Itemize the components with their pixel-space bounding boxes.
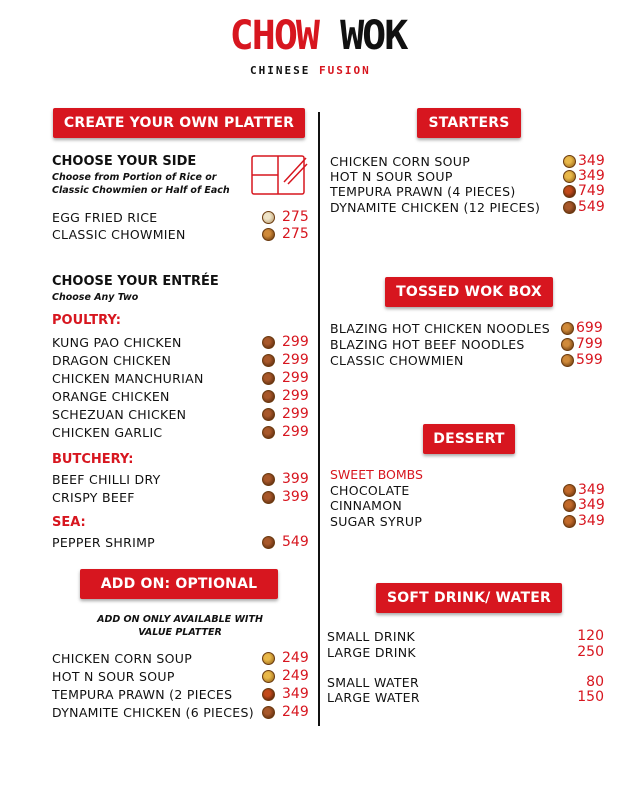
sweet-bombs-label: SWEET BOMBS xyxy=(330,467,423,482)
butchery-item xyxy=(52,490,310,508)
item-price: 275 xyxy=(282,226,309,242)
item-name: DYNAMITE CHICKEN (6 PIECES) xyxy=(52,705,254,720)
item-price: 349 xyxy=(578,497,605,513)
item-name: BEEF CHILLI DRY xyxy=(52,472,161,487)
item-price: 150 xyxy=(577,689,604,705)
item-name: BLAZING HOT CHICKEN NOODLES xyxy=(330,321,550,336)
item-name: LARGE DRINK xyxy=(327,645,416,660)
butchery-label: BUTCHERY: xyxy=(52,452,134,467)
brand-logo xyxy=(218,14,418,58)
dish-icon xyxy=(262,473,275,486)
item-price: 249 xyxy=(282,704,309,720)
item-price: 549 xyxy=(578,199,605,215)
soup-icon xyxy=(262,652,275,665)
butchery-item xyxy=(52,472,310,490)
item-price: 749 xyxy=(578,183,605,199)
item-price: 349 xyxy=(578,153,605,169)
dish-icon xyxy=(262,426,275,439)
addon-item xyxy=(52,669,310,687)
noodle-bowl-icon xyxy=(561,338,574,351)
rice-bowl-icon xyxy=(262,211,275,224)
item-price: 299 xyxy=(282,352,309,368)
item-price: 399 xyxy=(282,471,309,487)
item-name: LARGE WATER xyxy=(327,690,420,705)
dish-icon xyxy=(262,491,275,504)
item-name: KUNG PAO CHICKEN xyxy=(52,335,182,350)
noodle-bowl-icon xyxy=(561,322,574,335)
brand-name-part1: CHOW xyxy=(229,13,318,59)
soup-icon xyxy=(563,155,576,168)
item-price: 349 xyxy=(578,482,605,498)
dish-icon xyxy=(563,201,576,214)
poultry-item xyxy=(52,425,310,443)
create-platter-button[interactable]: CREATE YOUR OWN PLATTER xyxy=(53,108,305,138)
side-note xyxy=(52,171,230,197)
item-name: CHICKEN MANCHURIAN xyxy=(52,371,204,386)
prawn-icon xyxy=(262,688,275,701)
item-name: PEPPER SHRIMP xyxy=(52,535,155,550)
noodle-bowl-icon xyxy=(262,228,275,241)
dessert-button[interactable]: DESSERT xyxy=(423,424,515,454)
dish-icon xyxy=(262,408,275,421)
dish-icon xyxy=(262,706,275,719)
item-price: 250 xyxy=(577,644,604,660)
noodle-bowl-icon xyxy=(561,354,574,367)
item-name: CLASSIC CHOWMIEN xyxy=(52,227,186,242)
item-name: CLASSIC CHOWMIEN xyxy=(330,353,464,368)
item-price: 599 xyxy=(576,352,603,368)
side-note-line1: Choose from Portion of Rice or xyxy=(52,172,217,183)
soft-drink-water-button[interactable]: SOFT DRINK/ WATER xyxy=(376,583,562,613)
item-price: 249 xyxy=(282,650,309,666)
item-price: 120 xyxy=(577,628,604,644)
item-name: HOT N SOUR SOUP xyxy=(52,669,175,684)
tagline-part1: CHINESE xyxy=(250,64,319,77)
item-name: CHICKEN GARLIC xyxy=(52,425,163,440)
poultry-item xyxy=(52,353,310,371)
brand-tagline xyxy=(250,64,371,77)
entree-note: Choose Any Two xyxy=(52,292,139,303)
poultry-item xyxy=(52,335,310,353)
soup-icon xyxy=(563,170,576,183)
item-name: DYNAMITE CHICKEN (12 PIECES) xyxy=(330,200,541,215)
add-on-button[interactable]: ADD ON: OPTIONAL xyxy=(80,569,278,599)
brand-name-part2: WOK xyxy=(340,13,407,59)
starter-item xyxy=(330,200,605,218)
dessert-icon xyxy=(563,515,576,528)
side-note-line2: Classic Chowmien or Half of Each xyxy=(52,185,230,196)
dessert-item xyxy=(330,514,605,532)
poultry-item xyxy=(52,389,310,407)
item-price: 399 xyxy=(282,489,309,505)
item-price: 249 xyxy=(282,668,309,684)
side-item xyxy=(52,227,310,245)
item-name: CHICKEN CORN SOUP xyxy=(330,154,471,169)
item-name: SMALL DRINK xyxy=(327,629,416,644)
item-price: 349 xyxy=(578,513,605,529)
item-name: TEMPURA PRAWN (2 PIECES xyxy=(52,687,233,702)
side-item xyxy=(52,210,310,228)
item-price: 699 xyxy=(576,320,603,336)
addon-item xyxy=(52,705,310,723)
item-price: 299 xyxy=(282,388,309,404)
item-price: 799 xyxy=(576,336,603,352)
item-name: ORANGE CHICKEN xyxy=(52,389,170,404)
item-name: BLAZING HOT BEEF NOODLES xyxy=(330,337,525,352)
drink-item xyxy=(327,645,604,663)
addon-note-line1: ADD ON ONLY AVAILABLE WITH xyxy=(97,614,263,625)
column-divider xyxy=(318,112,320,726)
dessert-icon xyxy=(563,499,576,512)
item-name: DRAGON CHICKEN xyxy=(52,353,172,368)
dish-icon xyxy=(262,372,275,385)
sea-label: SEA: xyxy=(52,515,86,530)
item-price: 275 xyxy=(282,209,309,225)
choose-side-heading: CHOOSE YOUR SIDE xyxy=(52,154,197,169)
starters-button[interactable]: STARTERS xyxy=(417,108,521,138)
item-name: CHICKEN CORN SOUP xyxy=(52,651,193,666)
prawn-icon xyxy=(563,185,576,198)
dish-icon xyxy=(262,336,275,349)
dish-icon xyxy=(262,390,275,403)
poultry-item xyxy=(52,371,310,389)
poultry-item xyxy=(52,407,310,425)
item-name: SUGAR SYRUP xyxy=(330,514,423,529)
addon-note-line2: VALUE PLATTER xyxy=(138,627,222,638)
item-name: CRISPY BEEF xyxy=(52,490,135,505)
poultry-label: POULTRY: xyxy=(52,313,121,328)
item-name: SMALL WATER xyxy=(327,675,419,690)
item-price: 299 xyxy=(282,406,309,422)
item-name: SCHEZUAN CHICKEN xyxy=(52,407,187,422)
drink-item xyxy=(327,690,604,708)
tossed-wok-box-button[interactable]: TOSSED WOK BOX xyxy=(385,277,553,307)
item-price: 549 xyxy=(282,534,309,550)
item-price: 299 xyxy=(282,334,309,350)
addon-item xyxy=(52,687,310,705)
item-price: 349 xyxy=(578,168,605,184)
dish-icon xyxy=(262,536,275,549)
wokbox-item xyxy=(330,353,605,371)
item-price: 80 xyxy=(586,674,604,690)
tagline-part2: FUSION xyxy=(318,64,371,77)
item-name: HOT N SOUR SOUP xyxy=(330,169,453,184)
item-price: 299 xyxy=(282,370,309,386)
item-name: EGG FRIED RICE xyxy=(52,210,158,225)
item-price: 299 xyxy=(282,424,309,440)
sea-item xyxy=(52,535,310,553)
item-name: TEMPURA PRAWN (4 PIECES) xyxy=(330,184,516,199)
item-name: CHOCOLATE xyxy=(330,483,410,498)
item-price: 349 xyxy=(282,686,309,702)
dish-icon xyxy=(262,354,275,367)
item-name: CINNAMON xyxy=(330,498,403,513)
box-chopsticks-icon xyxy=(250,152,308,198)
soup-icon xyxy=(262,670,275,683)
addon-note xyxy=(70,613,290,639)
addon-item xyxy=(52,651,310,669)
choose-entree-heading: CHOOSE YOUR ENTRÉE xyxy=(52,274,219,289)
dessert-icon xyxy=(563,484,576,497)
